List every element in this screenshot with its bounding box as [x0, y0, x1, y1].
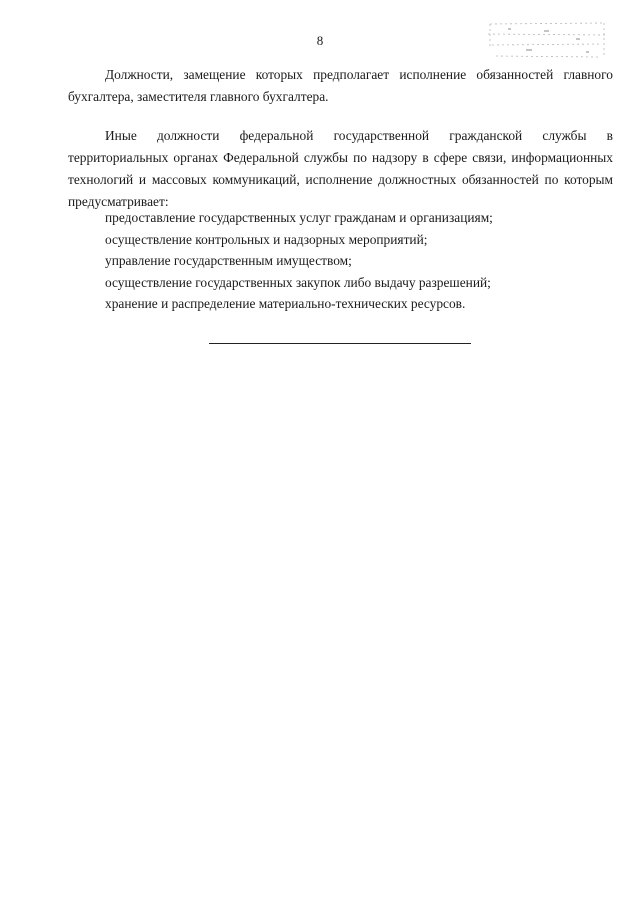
end-divider: [209, 343, 471, 344]
duties-list: [105, 207, 615, 315]
list-item: осуществление контрольных и надзорных мероприятий;: [105, 231, 428, 247]
paragraph-accountant-positions: Должности, замещение которых предполагает исполнение обязанностей главного бухгалтера, заместителя главного бухгалтера.: [68, 67, 613, 104]
page-number: 8: [316, 33, 324, 48]
paragraph-other-positions: Иные должности федеральной государственной гражданской службы в территориальных органах Федеральной службы по надзору в сфере связи, информационных технологий и массовых коммуникаций, исполнение должностных обязанностей по которым предусматривает:: [68, 128, 613, 209]
list-item: хранение и распределение материально-технических ресурсов.: [105, 296, 466, 311]
list-item: управление государственным имуществом;: [105, 253, 352, 268]
list-item: предоставление государственных услуг гражданам и организациям;: [105, 210, 493, 225]
faint-stamp-icon: [486, 18, 608, 64]
list-item: осуществление государственных закупок либо выдачу разрешений;: [105, 274, 491, 290]
